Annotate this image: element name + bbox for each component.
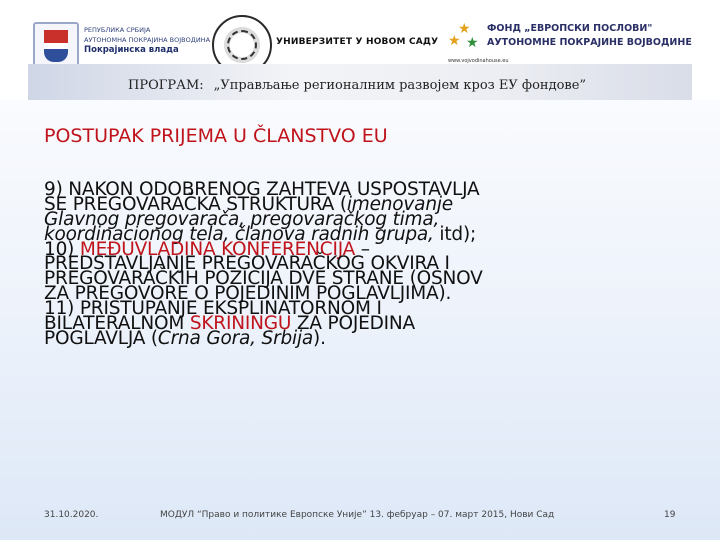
fund-name: [487, 22, 692, 50]
fund-line2: АУТОНОМНЕ ПОКРАЈИНЕ ВОЈВОДИНЕ: [487, 37, 692, 48]
body-line: PREGOVARAČKIH POZICIJA DVE STRANE (OSNOV: [44, 268, 483, 290]
body-italic: koordinacionog tela, članova radnih grupa,: [44, 223, 434, 245]
page-number: 19: [664, 510, 676, 520]
body-line: 9) NAKON ODOBRENOG ZAHTEVA USPOSTAVLJA: [44, 179, 480, 200]
body-line: [44, 327, 684, 349]
body-text: 10): [44, 238, 80, 260]
highlight-text: SKRININGU: [189, 313, 292, 335]
body-text: BILATERALNOM: [44, 313, 190, 335]
body-italic: imenovanje: [346, 193, 453, 215]
body-italic: Crna Gora, Srbija: [157, 327, 314, 349]
body-italic: Glavnog pregovarača, pregovaračkog tima,: [44, 208, 440, 230]
province-line3: Покрајинска влада: [84, 45, 179, 55]
program-heading: [128, 78, 586, 93]
body-line: ZA PREGOVORE O POJEDINIM POGLAVLJIMA).: [44, 283, 452, 305]
province-logo-text: [84, 26, 214, 56]
body-text: ZA POJEDINA: [291, 313, 415, 335]
body-text: –: [355, 238, 370, 260]
body-text: POGLAVLJA (: [44, 327, 158, 349]
slide-body: [44, 179, 684, 349]
footer-module: МОДУЛ “Право и политике Европске Уније” 13. фебруар – 07. март 2015, Нови Сад: [160, 510, 555, 520]
province-line2: АУТОНОМНА ПОКРАЈИНА ВОЈВОДИНА: [84, 35, 211, 44]
body-text: SE PREGOVARAČKA STRUKTURA (: [44, 193, 347, 215]
slide-header: [0, 0, 720, 100]
slide-title: POSTUPAK PRIJEMA U ČLANSTVO EU: [44, 125, 388, 147]
body-line: 11) PRISTUPANJE EKSPLINATORNOM I: [44, 298, 382, 320]
fund-url: www.vojvodinahouse.eu: [448, 58, 509, 64]
province-line1: РЕПУБЛИКА СРБИЈА: [84, 26, 151, 34]
body-line: PREDSTAVLJANJE PREGOVARAČKOG OKVIRA I: [44, 253, 450, 275]
program-label: ПРОГРАМ:: [128, 78, 204, 93]
university-name: УНИВЕРЗИТЕТ У НОВОМ САДУ: [276, 37, 439, 47]
body-text: itd);: [433, 223, 477, 245]
program-title: „Управљање регионалним развојем кроз ЕУ фондове”: [213, 78, 587, 93]
body-text: ).: [313, 327, 326, 349]
highlight-text: MEĐUVLADINA KONFERENCIJA: [79, 238, 356, 260]
fund-line1: ФОНД „ЕВРОПСКИ ПОСЛОВИ": [487, 23, 653, 34]
footer-date: 31.10.2020.: [44, 510, 99, 520]
fund-stars-icon: ★ ★ ★: [448, 21, 479, 51]
